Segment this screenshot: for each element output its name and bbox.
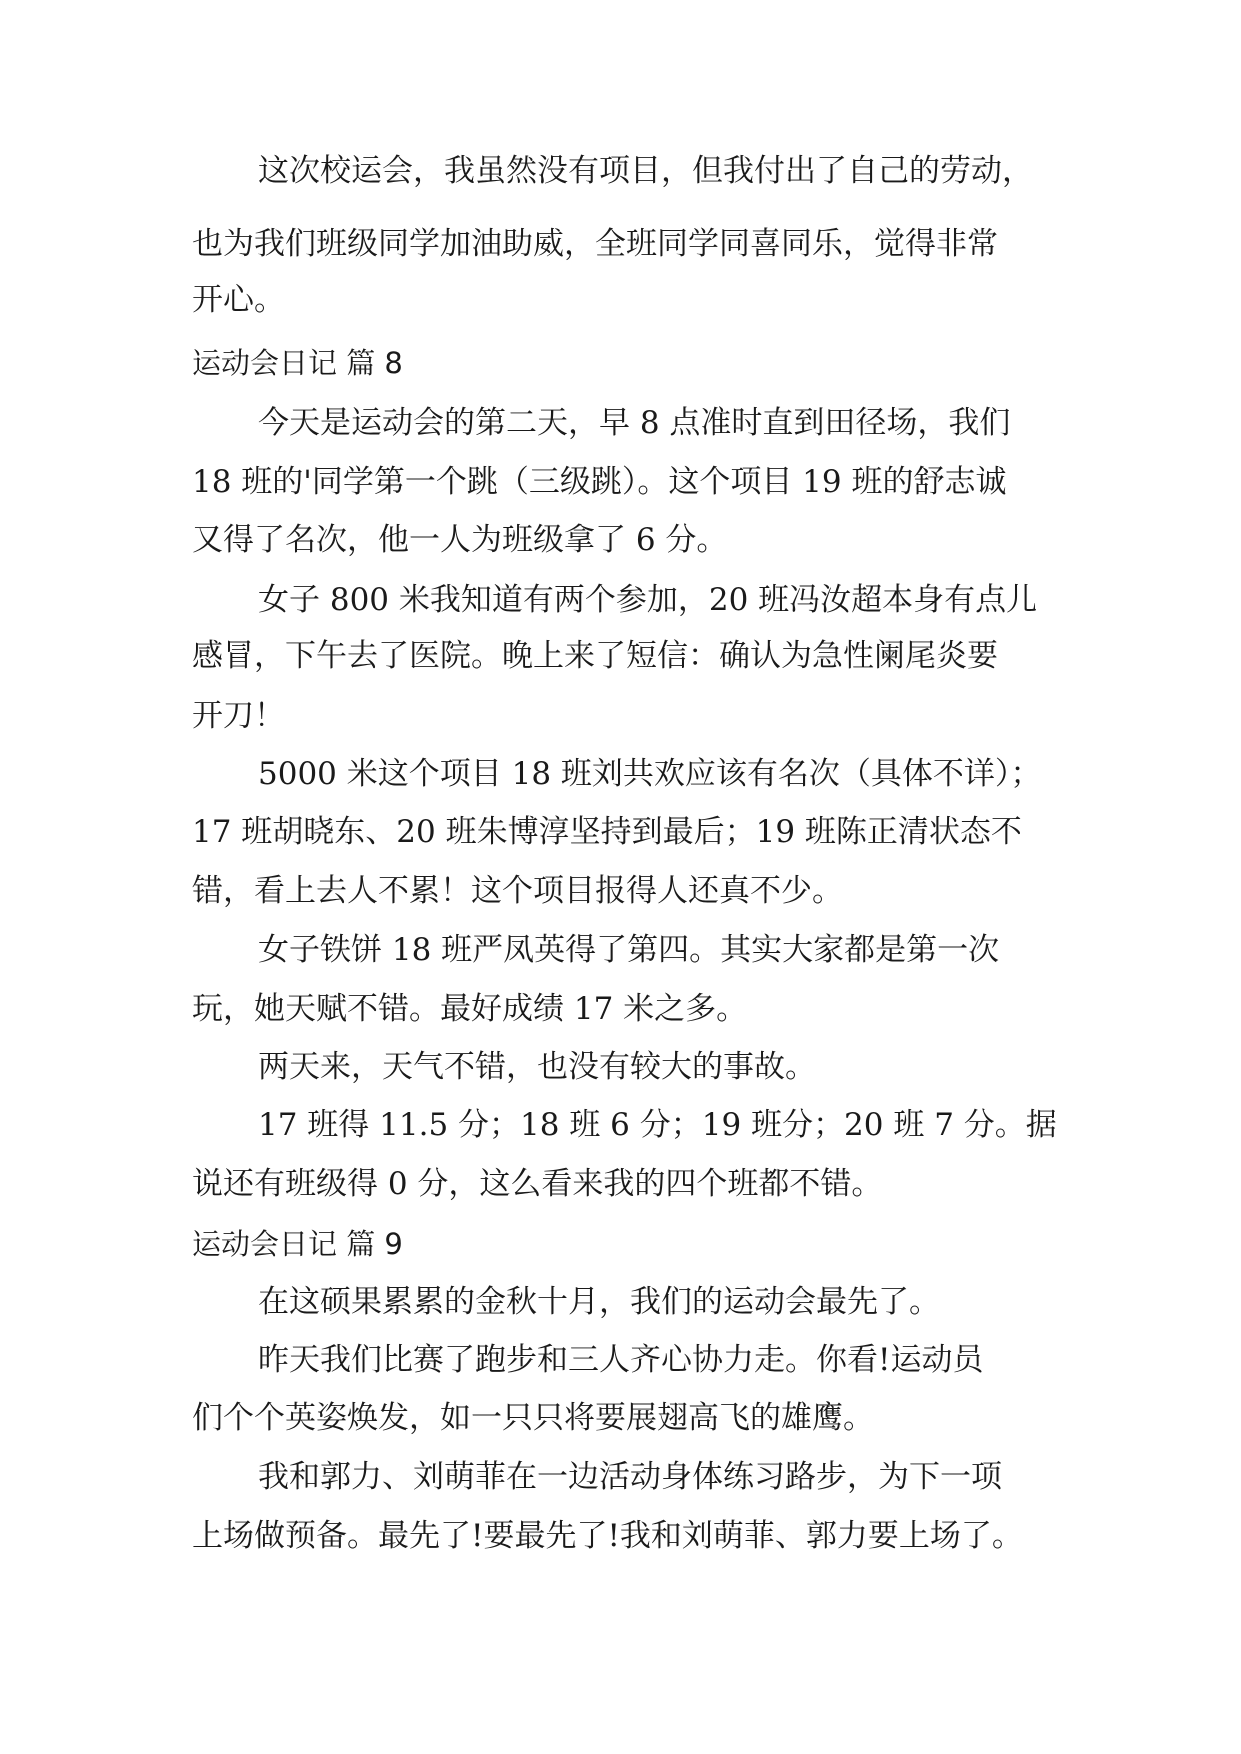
paragraph-line: 上场做预备。最先了!要最先了!我和刘萌菲、郭力要上场了。 xyxy=(192,1518,1023,1554)
section-heading-9: 运动会日记 篇 9 xyxy=(192,1227,403,1261)
paragraph-line: 开心。 xyxy=(192,282,285,318)
paragraph-line: 这次校运会，我虽然没有项目，但我付出了自己的劳动， xyxy=(258,153,1033,189)
paragraph-line: 女子 800 米我知道有两个参加，20 班冯汝超本身有点儿 xyxy=(258,582,1038,618)
paragraph-line: 说还有班级得 0 分，这么看来我的四个班都不错。 xyxy=(192,1166,883,1202)
paragraph-line: 开刀！ xyxy=(192,698,285,734)
paragraph-line: 女子铁饼 18 班严凤英得了第四。其实大家都是第一次 xyxy=(258,932,1000,968)
paragraph-line: 玩，她天赋不错。最好成绩 17 米之多。 xyxy=(192,991,748,1027)
paragraph-line: 也为我们班级同学加油助威，全班同学同喜同乐，觉得非常 xyxy=(192,226,998,262)
paragraph-line: 两天来，天气不错，也没有较大的事故。 xyxy=(258,1049,816,1085)
paragraph-line: 在这硕果累累的金秋十月，我们的运动会最先了。 xyxy=(258,1284,940,1320)
paragraph-line: 5000 米这个项目 18 班刘共欢应该有名次（具体不详）； xyxy=(258,756,1042,792)
paragraph-line: 错，看上去人不累！这个项目报得人还真不少。 xyxy=(192,873,843,909)
paragraph-line: 感冒，下午去了医院。晚上来了短信：确认为急性阑尾炎要 xyxy=(192,638,998,674)
paragraph-line: 17 班胡晓东、20 班朱博淳坚持到最后；19 班陈正清状态不 xyxy=(192,814,1022,850)
paragraph-line: 18 班的'同学第一个跳（三级跳）。这个项目 19 班的舒志诚 xyxy=(192,464,1007,500)
paragraph-line: 我和郭力、刘萌菲在一边活动身体练习路步，为下一项 xyxy=(258,1459,1002,1495)
paragraph-line: 又得了名次，他一人为班级拿了 6 分。 xyxy=(192,522,728,558)
paragraph-line: 今天是运动会的第二天，早 8 点准时直到田径场，我们 xyxy=(258,405,1011,441)
section-heading-8: 运动会日记 篇 8 xyxy=(192,346,403,380)
paragraph-line: 昨天我们比赛了跑步和三人齐心协力走。你看!运动员 xyxy=(258,1342,984,1378)
paragraph-line: 17 班得 11.5 分；18 班 6 分；19 班分；20 班 7 分。据 xyxy=(258,1107,1057,1143)
paragraph-line: 们个个英姿焕发，如一只只将要展翅高飞的雄鹰。 xyxy=(192,1400,874,1436)
